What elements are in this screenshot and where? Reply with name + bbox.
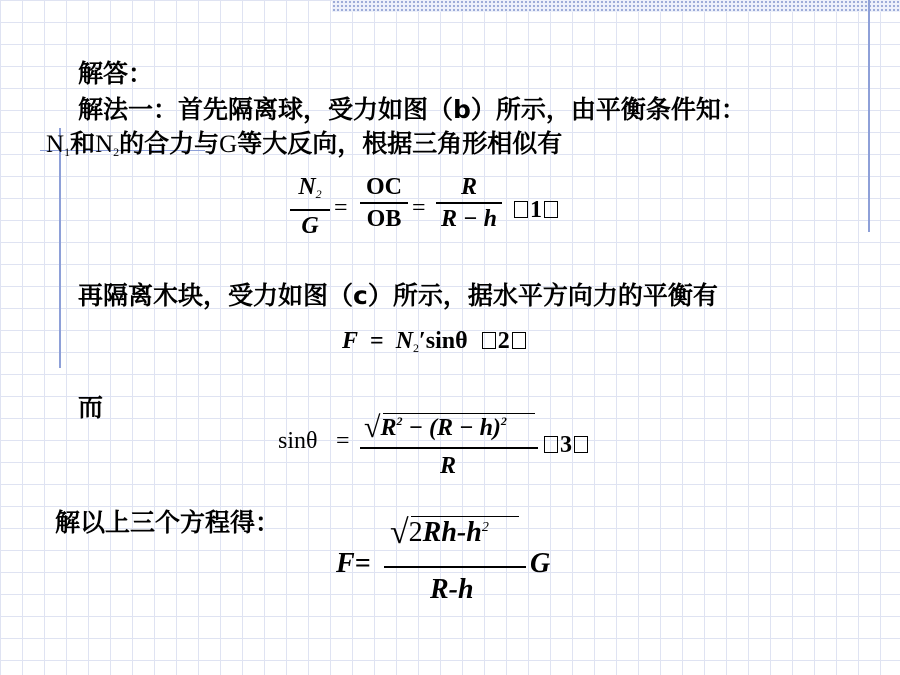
resultant-text: 的合力与 bbox=[119, 129, 220, 158]
eq4-rhs: G bbox=[530, 548, 551, 579]
conclusion-line: 解以上三个方程得： bbox=[55, 508, 281, 537]
eq4-radical-bar bbox=[411, 516, 519, 517]
eq4-num-sup: 2 bbox=[481, 520, 489, 535]
eq3-lhs: sinθ bbox=[278, 428, 318, 454]
eq1-mid-num: OC bbox=[366, 174, 402, 200]
eq1-rhs-num: R bbox=[460, 174, 477, 200]
force-description-line bbox=[46, 124, 562, 160]
n2-symbol: N bbox=[95, 131, 114, 158]
eq2-n: N bbox=[395, 328, 414, 354]
decorative-dotted-band bbox=[332, 0, 900, 12]
eq4-lhs: F= bbox=[336, 548, 371, 579]
similar-triangle-text: 等大反向，根据三角形相似有 bbox=[237, 129, 563, 158]
eq1-mid-den: OB bbox=[366, 205, 402, 232]
eq1-tag: 1 bbox=[512, 197, 560, 224]
block-isolation-line: 再隔离木块，受力如图（c）所示，据水平方向力的平衡有 bbox=[78, 281, 718, 310]
n1-subscript: 1 bbox=[64, 145, 71, 159]
eq3-num-a: R bbox=[380, 415, 397, 441]
g-symbol: G bbox=[219, 131, 238, 158]
eq3-numerator bbox=[364, 411, 507, 445]
eq2-equals: = bbox=[370, 328, 384, 354]
n2-subscript: 2 bbox=[113, 145, 120, 159]
sqrt-icon: √ bbox=[364, 411, 381, 444]
eq3-denominator: R bbox=[440, 453, 457, 479]
eq4-num-body: Rh-h bbox=[422, 517, 482, 548]
eq1-equals-1: = bbox=[334, 195, 348, 221]
eq1-lhs-den: G bbox=[301, 212, 319, 239]
and-word: 和 bbox=[70, 129, 96, 158]
eq3-tag: 3 bbox=[542, 432, 590, 459]
eq3-num-b-sup: 2 bbox=[500, 414, 507, 428]
equation-2 bbox=[342, 328, 528, 356]
eq2-n-sub: 2 bbox=[413, 341, 420, 355]
eq4-numerator bbox=[390, 514, 489, 552]
eq3-radical-bar bbox=[383, 413, 535, 414]
eq4-num-coef: 2 bbox=[408, 517, 423, 548]
eq3-num-b: − (R − h) bbox=[402, 415, 501, 441]
eq1-rhs-fraction bbox=[436, 172, 502, 234]
sqrt-icon-2: √ bbox=[390, 514, 409, 551]
decorative-line-left bbox=[59, 128, 61, 368]
eq2-lhs: F bbox=[342, 328, 359, 354]
eq1-lhs-num-sub: 2 bbox=[315, 187, 322, 201]
solution-method-line: 解法一：首先隔离球，受力如图（b）所示，由平衡条件知： bbox=[78, 95, 746, 124]
eq1-mid-fraction bbox=[360, 172, 408, 234]
eq4-fraction-bar bbox=[384, 566, 526, 568]
eq4-denominator: R-h bbox=[430, 574, 474, 605]
eq2-prime: ′ bbox=[419, 328, 426, 354]
eq1-rhs-den: R − h bbox=[441, 205, 497, 232]
heading: 解答： bbox=[78, 59, 154, 88]
eq1-lhs-num: N bbox=[298, 174, 316, 200]
n1-symbol: N bbox=[46, 131, 65, 158]
eq3-num-a-sup: 2 bbox=[396, 414, 403, 428]
eq2-tag: 2 bbox=[480, 328, 528, 354]
decorative-line-right bbox=[868, 0, 870, 232]
eq2-sin: sinθ bbox=[425, 328, 468, 354]
word-er: 而 bbox=[78, 393, 104, 422]
eq1-lhs-fraction bbox=[290, 172, 330, 241]
eq3-equals: = bbox=[336, 428, 350, 454]
eq3-fraction-bar bbox=[360, 447, 538, 449]
eq1-equals-2: = bbox=[412, 195, 426, 221]
